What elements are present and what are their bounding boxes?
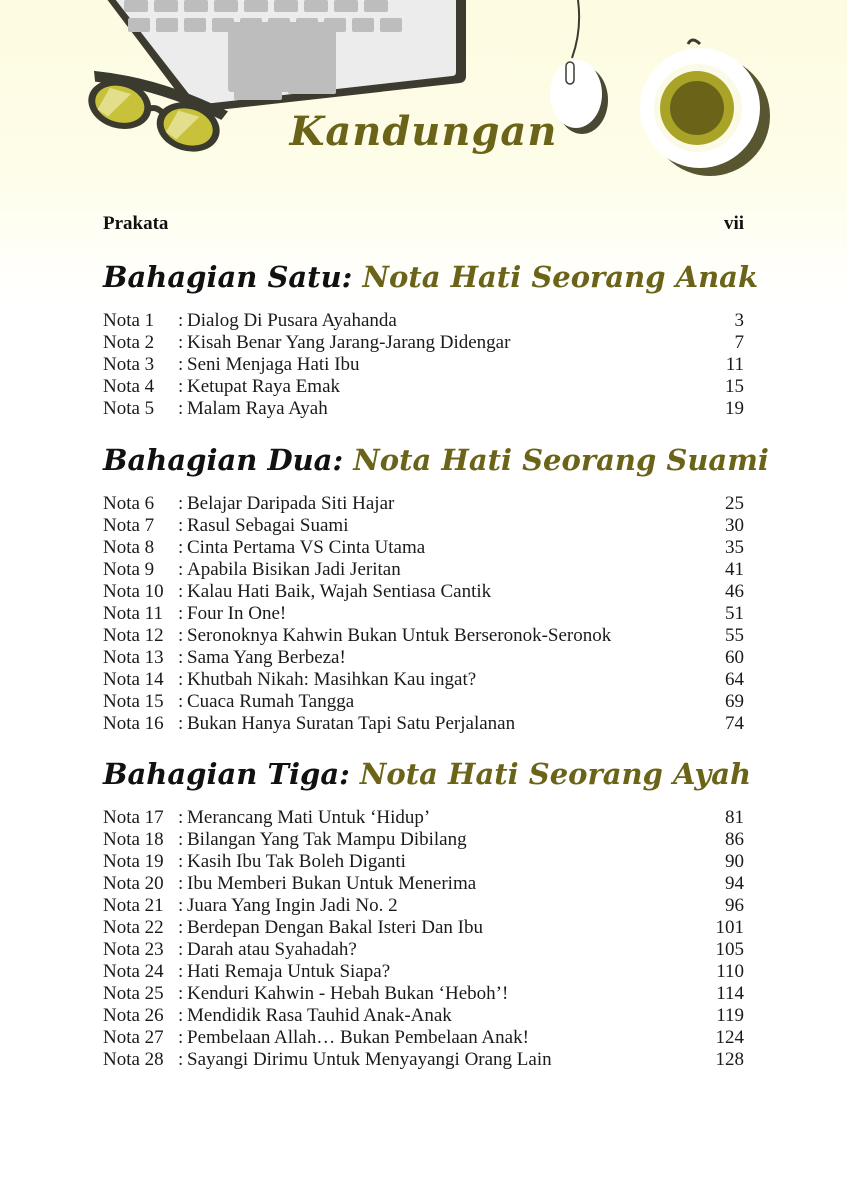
toc-page-number: 19 <box>725 398 744 419</box>
toc-number: Nota 2 <box>103 332 155 353</box>
toc-page-number: 69 <box>725 691 744 712</box>
toc-title: Juara Yang Ingin Jadi No. 2 <box>187 895 398 916</box>
toc-page-number: 15 <box>725 376 744 397</box>
toc-row[interactable] <box>103 310 744 332</box>
toc-row[interactable] <box>103 917 744 939</box>
toc-separator: : <box>178 895 184 916</box>
toc-title: Rasul Sebagai Suami <box>187 515 349 536</box>
toc-page-number: 86 <box>725 829 744 850</box>
toc-number: Nota 23 <box>103 939 164 960</box>
toc-title: Ketupat Raya Emak <box>187 376 341 397</box>
toc-page-number: 105 <box>715 939 744 960</box>
toc-title: Kasih Ibu Tak Boleh Diganti <box>187 851 406 872</box>
prakata-page: vii <box>723 213 744 234</box>
toc-page-number: 90 <box>725 851 744 872</box>
toc-number: Nota 5 <box>103 398 155 419</box>
toc-number: Nota 22 <box>103 917 164 938</box>
toc-separator: : <box>178 691 184 712</box>
toc-separator: : <box>178 625 184 646</box>
toc-page-number: 41 <box>725 559 744 580</box>
toc-page-number: 101 <box>715 917 744 938</box>
toc-page-number: 7 <box>734 332 744 353</box>
toc-number: Nota 17 <box>103 807 164 828</box>
toc-number: Nota 9 <box>103 559 155 580</box>
toc-page-number: 64 <box>725 669 744 690</box>
prakata-label: Prakata <box>103 213 169 234</box>
toc-title: Bukan Hanya Suratan Tapi Satu Perjalanan <box>187 713 516 734</box>
toc-row-prakata[interactable] <box>103 213 744 235</box>
toc-title: Cuaca Rumah Tangga <box>187 691 355 712</box>
toc-page-number: 35 <box>725 537 744 558</box>
toc-row[interactable] <box>103 807 744 829</box>
section-3-list <box>103 807 744 1071</box>
toc-row[interactable] <box>103 939 744 961</box>
toc-page-number: 11 <box>725 354 744 375</box>
section-heading-3 <box>103 757 751 791</box>
toc-page-number: 51 <box>725 603 744 624</box>
toc-number: Nota 18 <box>103 829 164 850</box>
toc-number: Nota 27 <box>103 1027 164 1048</box>
section-heading-1 <box>103 260 758 294</box>
toc-page-number: 46 <box>725 581 744 602</box>
toc-row[interactable] <box>103 603 744 625</box>
toc-page-number: 60 <box>725 647 744 668</box>
page-title: Kandungan <box>289 108 558 155</box>
toc-number: Nota 8 <box>103 537 155 558</box>
toc-title: Kalau Hati Baik, Wajah Sentiasa Cantik <box>187 581 492 602</box>
toc-title: Khutbah Nikah: Masihkan Kau ingat? <box>187 669 477 690</box>
toc-page-number: 30 <box>725 515 744 536</box>
toc-title: Sama Yang Berbeza! <box>187 647 346 668</box>
toc-separator: : <box>178 961 184 982</box>
section-part-label: Bahagian Dua: <box>103 443 344 477</box>
toc-number: Nota 4 <box>103 376 155 397</box>
toc-number: Nota 25 <box>103 983 164 1004</box>
toc-separator: : <box>178 647 184 668</box>
toc-page-number: 114 <box>716 983 744 1004</box>
toc-title: Dialog Di Pusara Ayahanda <box>187 310 397 331</box>
toc-number: Nota 13 <box>103 647 164 668</box>
toc-separator: : <box>178 515 184 536</box>
toc-title: Kisah Benar Yang Jarang-Jarang Didengar <box>187 332 511 353</box>
toc-row[interactable] <box>103 332 744 354</box>
toc-page-number: 55 <box>725 625 744 646</box>
toc-separator: : <box>178 354 184 375</box>
toc-separator: : <box>178 332 184 353</box>
toc-separator: : <box>178 873 184 894</box>
toc-row[interactable] <box>103 1005 744 1027</box>
section-subtitle: Nota Hati Seorang Ayah <box>359 757 752 791</box>
toc-separator: : <box>178 537 184 558</box>
toc-separator: : <box>178 493 184 514</box>
toc-title: Apabila Bisikan Jadi Jeritan <box>187 559 401 580</box>
toc-row[interactable] <box>103 895 744 917</box>
toc-separator: : <box>178 939 184 960</box>
toc-separator: : <box>178 669 184 690</box>
toc-separator: : <box>178 829 184 850</box>
toc-number: Nota 3 <box>103 354 155 375</box>
toc-row[interactable] <box>103 669 744 691</box>
toc-title: Four In One! <box>187 603 287 624</box>
toc-separator: : <box>178 1027 184 1048</box>
toc-number: Nota 12 <box>103 625 164 646</box>
toc-number: Nota 7 <box>103 515 155 536</box>
section-subtitle: Nota Hati Seorang Anak <box>362 260 759 294</box>
toc-row[interactable] <box>103 713 744 735</box>
toc-row[interactable] <box>103 398 744 420</box>
toc-row[interactable] <box>103 581 744 603</box>
toc-page-number: 96 <box>725 895 744 916</box>
toc-separator: : <box>178 559 184 580</box>
toc-title: Cinta Pertama VS Cinta Utama <box>187 537 426 558</box>
toc-page-number: 124 <box>715 1027 744 1048</box>
toc-page-number: 128 <box>715 1049 744 1070</box>
toc-row[interactable] <box>103 376 744 398</box>
toc-separator: : <box>178 1049 184 1070</box>
toc-separator: : <box>178 851 184 872</box>
toc-separator: : <box>178 398 184 419</box>
toc-page-number: 25 <box>725 493 744 514</box>
toc-title: Merancang Mati Untuk ‘Hidup’ <box>187 807 431 828</box>
toc-number: Nota 26 <box>103 1005 164 1026</box>
toc-row[interactable] <box>103 1049 744 1071</box>
toc-number: Nota 16 <box>103 713 164 734</box>
toc-row[interactable] <box>103 354 744 376</box>
toc-row[interactable] <box>103 829 744 851</box>
toc-page-number: 3 <box>734 310 744 331</box>
toc-title: Berdepan Dengan Bakal Isteri Dan Ibu <box>187 917 483 938</box>
header-illustration <box>0 0 847 200</box>
toc-title: Belajar Daripada Siti Hajar <box>187 493 395 514</box>
toc-number: Nota 20 <box>103 873 164 894</box>
toc-row[interactable] <box>103 559 744 581</box>
section-subtitle: Nota Hati Seorang Suami <box>353 443 769 477</box>
toc-title: Malam Raya Ayah <box>187 398 328 419</box>
toc-number: Nota 19 <box>103 851 164 872</box>
toc-row[interactable] <box>103 983 744 1005</box>
toc-number: Nota 14 <box>103 669 164 690</box>
toc-number: Nota 28 <box>103 1049 164 1070</box>
toc-page-number: 74 <box>725 713 744 734</box>
toc-title: Seronoknya Kahwin Bukan Untuk Berseronok-Seronok <box>187 625 612 646</box>
toc-title: Darah atau Syahadah? <box>187 939 357 960</box>
section-part-label: Bahagian Satu: <box>103 260 353 294</box>
toc-title: Pembelaan Allah… Bukan Pembelaan Anak! <box>187 1027 529 1048</box>
toc-separator: : <box>178 807 184 828</box>
toc-row[interactable] <box>103 1027 744 1049</box>
toc-row[interactable] <box>103 851 744 873</box>
toc-title: Hati Remaja Untuk Siapa? <box>187 961 391 982</box>
section-heading-2 <box>103 443 769 477</box>
toc-title: Sayangi Dirimu Untuk Menyayangi Orang Lain <box>187 1049 552 1070</box>
toc-separator: : <box>178 983 184 1004</box>
toc-title: Seni Menjaga Hati Ibu <box>187 354 360 375</box>
laptop-icon <box>100 0 466 112</box>
toc-row[interactable] <box>103 961 744 983</box>
toc-number: Nota 15 <box>103 691 164 712</box>
toc-row[interactable] <box>103 537 744 559</box>
toc-separator: : <box>178 713 184 734</box>
toc-separator: : <box>178 376 184 397</box>
section-2-list <box>103 493 744 735</box>
toc-page-number: 119 <box>716 1005 744 1026</box>
toc-title: Ibu Memberi Bukan Untuk Menerima <box>187 873 477 894</box>
toc-title: Bilangan Yang Tak Mampu Dibilang <box>187 829 467 850</box>
section-part-label: Bahagian Tiga: <box>103 757 350 791</box>
toc-row[interactable] <box>103 647 744 669</box>
toc-row[interactable] <box>103 515 744 537</box>
toc-row[interactable] <box>103 493 744 515</box>
toc-number: Nota 21 <box>103 895 164 916</box>
toc-number: Nota 24 <box>103 961 164 982</box>
toc-row[interactable] <box>103 691 744 713</box>
toc-number: Nota 11 <box>103 603 163 624</box>
toc-separator: : <box>178 1005 184 1026</box>
toc-separator: : <box>178 917 184 938</box>
toc-page-number: 110 <box>716 961 744 982</box>
toc-row[interactable] <box>103 873 744 895</box>
toc-number: Nota 1 <box>103 310 155 331</box>
toc-title: Kenduri Kahwin - Hebah Bukan ‘Heboh’! <box>187 983 509 1004</box>
toc-separator: : <box>178 603 184 624</box>
toc-separator: : <box>178 581 184 602</box>
toc-separator: : <box>178 310 184 331</box>
toc-number: Nota 10 <box>103 581 164 602</box>
section-1-list <box>103 310 744 420</box>
toc-page-number: 94 <box>725 873 744 894</box>
toc-row[interactable] <box>103 625 744 647</box>
toc-title: Mendidik Rasa Tauhid Anak-Anak <box>187 1005 452 1026</box>
toc-number: Nota 6 <box>103 493 155 514</box>
toc-page-number: 81 <box>725 807 744 828</box>
